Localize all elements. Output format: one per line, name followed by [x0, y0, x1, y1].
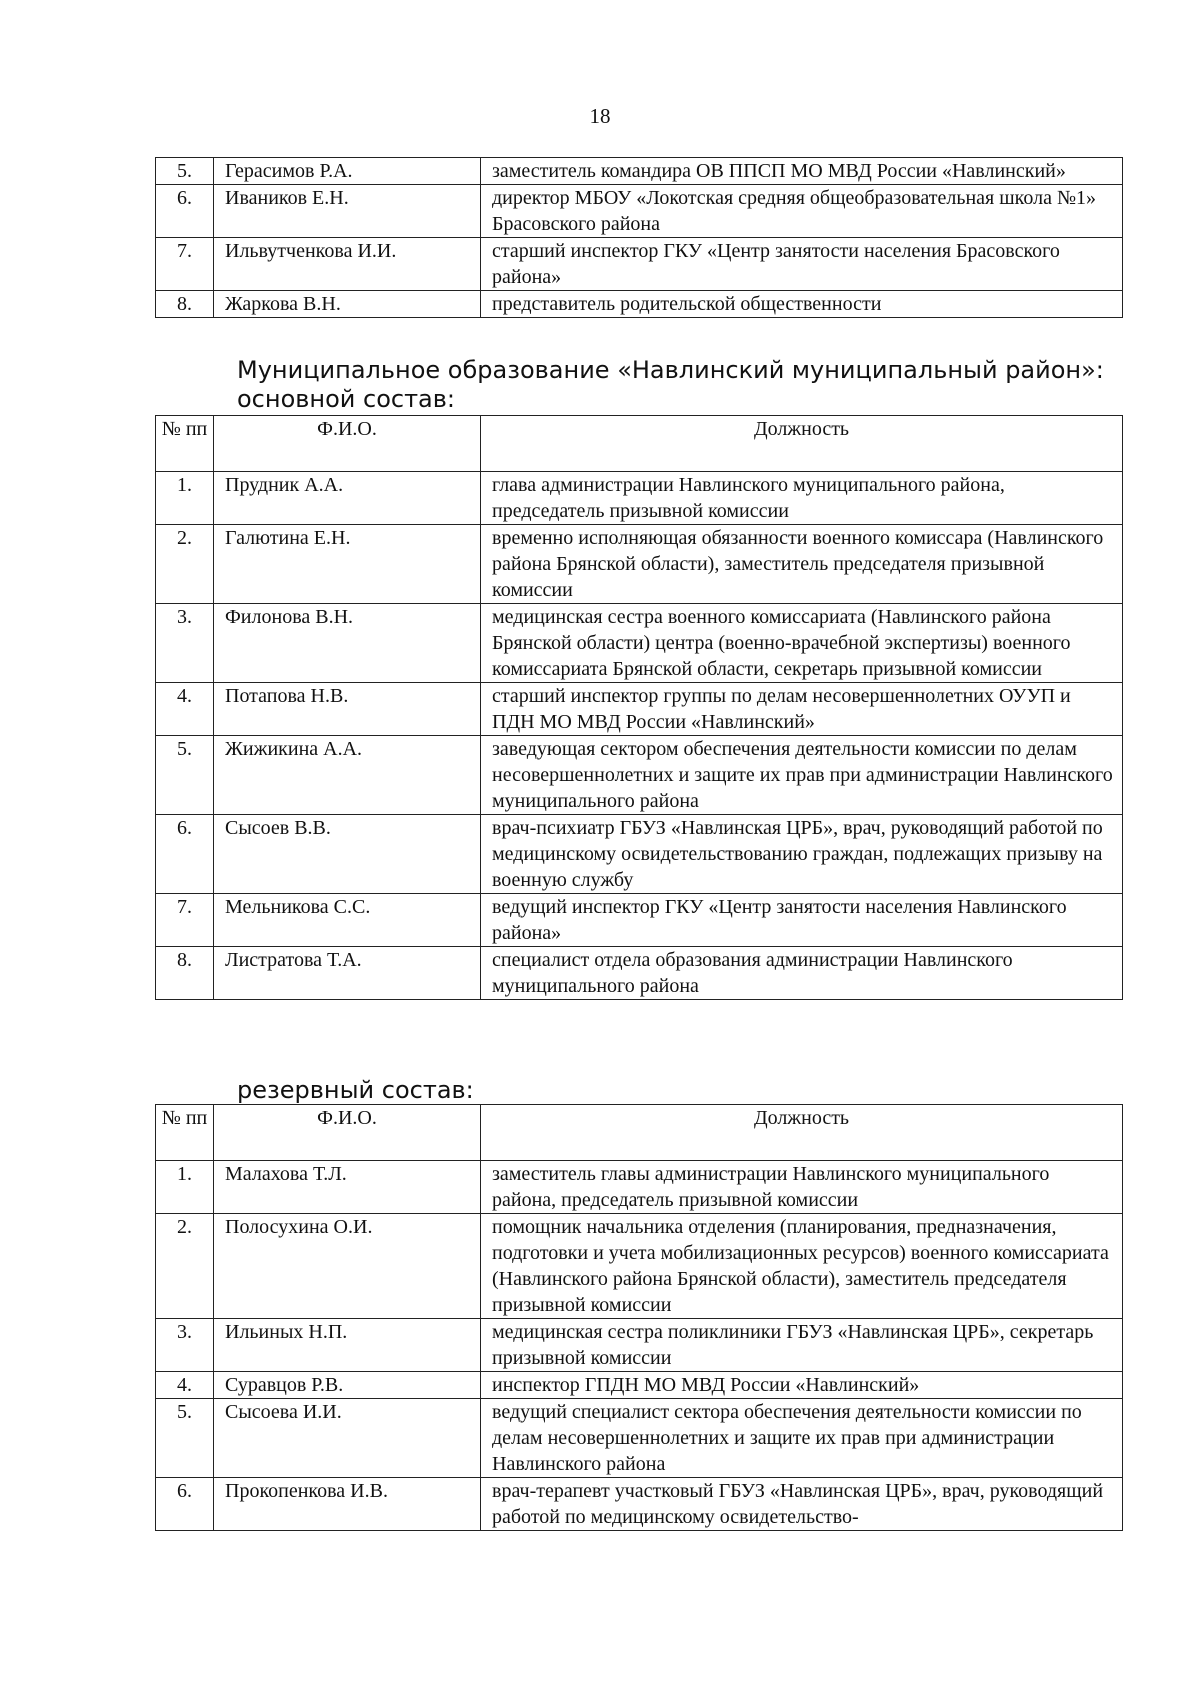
row-number: 6. [156, 815, 214, 894]
row-number: 2. [156, 525, 214, 604]
table-row [156, 1399, 1123, 1478]
table-row [156, 525, 1123, 604]
table-header-row [156, 1105, 1123, 1161]
row-number: 7. [156, 894, 214, 947]
row-position: директор МБОУ «Локотская средняя общеобразовательная школа №1» Брасовского района [481, 185, 1123, 238]
row-name: Герасимов Р.А. [214, 158, 481, 185]
row-name: Жижикина А.А. [214, 736, 481, 815]
row-number: 4. [156, 683, 214, 736]
row-position: медицинская сестра поликлиники ГБУЗ «Навлинская ЦРБ», секретарь призывной комиссии [481, 1319, 1123, 1372]
table-row [156, 815, 1123, 894]
row-number: 5. [156, 736, 214, 815]
table-row [156, 947, 1123, 1000]
row-number: 7. [156, 238, 214, 291]
table-row [156, 1319, 1123, 1372]
row-position: глава администрации Навлинского муниципального района, председатель призывной комиссии [481, 472, 1123, 525]
row-number: 8. [156, 947, 214, 1000]
main-composition-label: основной состав: [237, 385, 455, 413]
table-row [156, 1214, 1123, 1319]
row-position: специалист отдела образования администрации Навлинского муниципального района [481, 947, 1123, 1000]
row-name: Потапова Н.В. [214, 683, 481, 736]
table-row [156, 291, 1123, 318]
row-name: Ильиных Н.П. [214, 1319, 481, 1372]
reserve-composition-body [156, 1161, 1123, 1531]
row-number: 8. [156, 291, 214, 318]
row-position: врач-психиатр ГБУЗ «Навлинская ЦРБ», врач, руководящий работой по медицинскому освидетельствованию граждан, подлежащих призыву на военную службу [481, 815, 1123, 894]
row-number: 1. [156, 1161, 214, 1214]
row-position: ведущий инспектор ГКУ «Центр занятости населения Навлинского района» [481, 894, 1123, 947]
row-number: 6. [156, 185, 214, 238]
row-position: заведующая сектором обеспечения деятельности комиссии по делам несовершеннолетних и защите их прав при администрации Навлинского муниципального района [481, 736, 1123, 815]
table-row [156, 736, 1123, 815]
row-position: помощник начальника отделения (планирования, предназначения, подготовки и учета мобилизационных ресурсов) военного комиссариата (Навлинского района Брянской области), заместитель председателя призывной комиссии [481, 1214, 1123, 1319]
reserve-composition-label: резервный состав: [237, 1076, 474, 1104]
row-position: инспектор ГПДН МО МВД России «Навлинский» [481, 1372, 1123, 1399]
row-number: 2. [156, 1214, 214, 1319]
table-row [156, 185, 1123, 238]
row-name: Прокопенкова И.В. [214, 1478, 481, 1531]
row-position: старший инспектор ГКУ «Центр занятости населения Брасовского района» [481, 238, 1123, 291]
row-name: Жаркова В.Н. [214, 291, 481, 318]
row-number: 6. [156, 1478, 214, 1531]
table-row [156, 1372, 1123, 1399]
header-num: № пп [156, 1105, 214, 1161]
header-num: № пп [156, 416, 214, 472]
row-name: Сысоев В.В. [214, 815, 481, 894]
row-number: 5. [156, 158, 214, 185]
row-name: Филонова В.Н. [214, 604, 481, 683]
row-position: заместитель командира ОВ ППСП МО МВД России «Навлинский» [481, 158, 1123, 185]
row-name: Мельникова С.С. [214, 894, 481, 947]
table-row [156, 894, 1123, 947]
header-position: Должность [481, 416, 1123, 472]
row-number: 1. [156, 472, 214, 525]
table-row [156, 158, 1123, 185]
header-name: Ф.И.О. [214, 1105, 481, 1161]
section-heading: Муниципальное образование «Навлинский муниципальный район»: [237, 356, 1104, 384]
reserve-composition-table [155, 1104, 1123, 1531]
continuation-table [155, 157, 1123, 318]
row-name: Сысоева И.И. [214, 1399, 481, 1478]
row-position: представитель родительской общественности [481, 291, 1123, 318]
row-name: Суравцов Р.В. [214, 1372, 481, 1399]
table-row [156, 1478, 1123, 1531]
row-position: заместитель главы администрации Навлинского муниципального района, председатель призывной комиссии [481, 1161, 1123, 1214]
row-position: врач-терапевт участковый ГБУЗ «Навлинская ЦРБ», врач, руководящий работой по медицинскому освидетельство- [481, 1478, 1123, 1531]
row-name: Полосухина О.И. [214, 1214, 481, 1319]
row-number: 3. [156, 604, 214, 683]
row-number: 4. [156, 1372, 214, 1399]
row-position: временно исполняющая обязанности военного комиссара (Навлинского района Брянской области), заместитель председателя призывной комиссии [481, 525, 1123, 604]
main-composition-table [155, 415, 1123, 1000]
table-row [156, 1161, 1123, 1214]
main-composition-body [156, 472, 1123, 1000]
row-name: Иваников Е.Н. [214, 185, 481, 238]
row-number: 5. [156, 1399, 214, 1478]
row-name: Листратова Т.А. [214, 947, 481, 1000]
row-name: Малахова Т.Л. [214, 1161, 481, 1214]
row-position: медицинская сестра военного комиссариата (Навлинского района Брянской области) центра (военно-врачебной экспертизы) военного комиссариата Брянской области, секретарь призывной комиссии [481, 604, 1123, 683]
row-position: ведущий специалист сектора обеспечения деятельности комиссии по делам несовершеннолетних и защите их прав при администрации Навлинского района [481, 1399, 1123, 1478]
table-row [156, 604, 1123, 683]
table-row [156, 683, 1123, 736]
page-number: 18 [589, 104, 611, 128]
row-position: старший инспектор группы по делам несовершеннолетних ОУУП и ПДН МО МВД России «Навлинский» [481, 683, 1123, 736]
row-name: Прудник А.А. [214, 472, 481, 525]
row-name: Галютина Е.Н. [214, 525, 481, 604]
header-position: Должность [481, 1105, 1123, 1161]
table-header-row [156, 416, 1123, 472]
table-row [156, 238, 1123, 291]
row-number: 3. [156, 1319, 214, 1372]
header-name: Ф.И.О. [214, 416, 481, 472]
row-name: Ильвутченкова И.И. [214, 238, 481, 291]
continuation-body [156, 158, 1123, 318]
table-row [156, 472, 1123, 525]
